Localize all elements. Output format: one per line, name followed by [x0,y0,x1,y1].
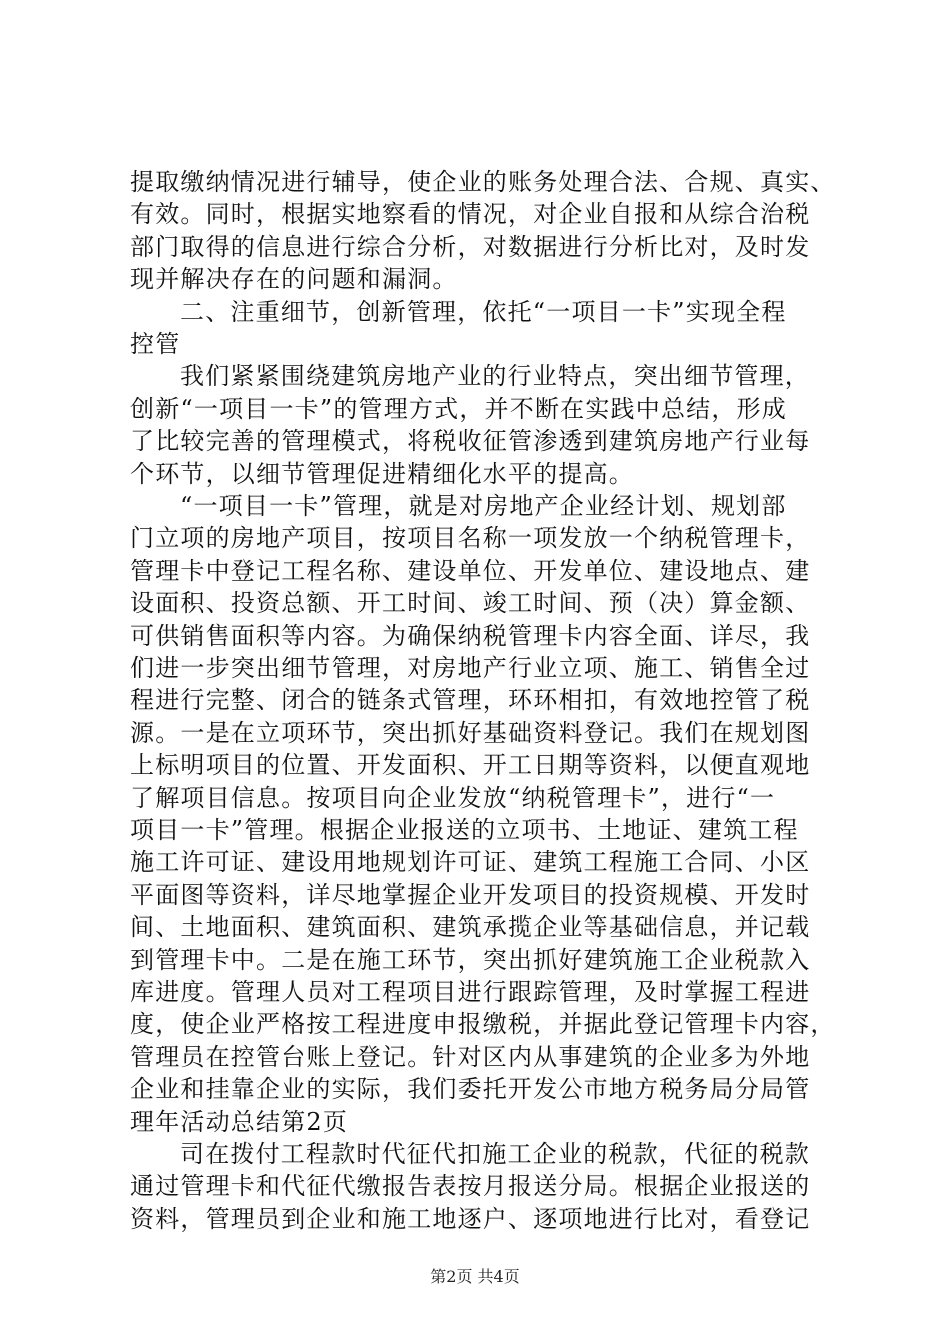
text-line: 门立项的房地产项目，按项目名称一项发放一个纳税管理卡， [130,524,811,553]
text-line: 施工许可证、建设用地规划许可证、建筑工程施工合同、小区 [130,848,811,877]
text-line: 程进行完整、闭合的链条式管理，环环相扣，有效地控管了税 [130,686,811,715]
text-line: 设面积、投资总额、开工时间、竣工时间、预（决）算金额、 [130,589,811,618]
text-line: 度，使企业严格按工程进度申报缴税，并据此登记管理卡内容， [130,1010,836,1039]
text-line: “一项目一卡”管理，就是对房地产企业经计划、规划部 [180,492,787,520]
text-line: 企业和挂靠企业的实际，我们委托开发公市地方税务局分局管 [130,1075,811,1104]
text-line: 部门取得的信息进行综合分析，对数据进行分析比对，及时发 [130,232,811,261]
text-line: 理年活动总结第2页 [130,1107,349,1136]
section-heading-line: 二、注重细节，创新管理，依托“一项目一卡”实现全程 [180,297,787,326]
text-line: 上标明项目的位置、开发面积、开工日期等资料，以便直观地 [130,751,811,780]
text-line: 源。一是在立项环节，突出抓好基础资料登记。我们在规划图 [130,718,811,747]
text-line: 了解项目信息。按项目向企业发放“纳税管理卡”，进行“一 [130,783,776,812]
text-line: 了比较完善的管理模式，将税收征管渗透到建筑房地产行业每 [130,427,811,456]
text-line: 有效。同时，根据实地察看的情况，对企业自报和从综合治税 [130,200,811,229]
text-line: 管理卡中登记工程名称、建设单位、开发单位、建设地点、建 [130,556,811,585]
text-line: 间、土地面积、建筑面积、建筑承揽企业等基础信息，并记载 [130,913,811,942]
page-footer: 第2页 共4页 [430,1267,520,1286]
text-line: 库进度。管理人员对工程项目进行跟踪管理，及时掌握工程进 [130,978,811,1006]
text-line: 我们紧紧围绕建筑房地产业的行业特点，突出细节管理， [180,362,810,391]
text-line: 到管理卡中。二是在施工环节，突出抓好建筑施工企业税款入 [130,945,811,974]
text-line: 资料，管理员到企业和施工地逐户、逐项地进行比对，看登记 [130,1204,811,1233]
text-line: 可供销售面积等内容。为确保纳税管理卡内容全面、详尽，我 [130,621,811,650]
text-line: 司在拨付工程款时代征代扣施工企业的税款，代征的税款 [180,1140,810,1168]
text-line: 现并解决存在的问题和漏洞。 [130,265,458,294]
text-line: 们进一步突出细节管理，对房地产行业立项、施工、销售全过 [130,654,811,682]
text-line: 通过管理卡和代征代缴报告表按月报送分局。根据企业报送的 [130,1172,811,1201]
text-line: 创新“一项目一卡”的管理方式，并不断在实践中总结，形成 [130,394,787,423]
text-line: 项目一卡”管理。根据企业报送的立项书、土地证、建筑工程 [130,816,799,844]
text-line: 管理员在控管台账上登记。针对区内从事建筑的企业多为外地 [130,1042,811,1071]
text-line: 个环节，以细节管理促进精细化水平的提高。 [130,459,634,488]
text-line: 平面图等资料，详尽地掌握企业开发项目的投资规模、开发时 [130,880,811,909]
text-line: 提取缴纳情况进行辅导，使企业的账务处理合法、合规、真实、 [130,168,836,196]
section-heading-line: 控管 [130,330,181,358]
